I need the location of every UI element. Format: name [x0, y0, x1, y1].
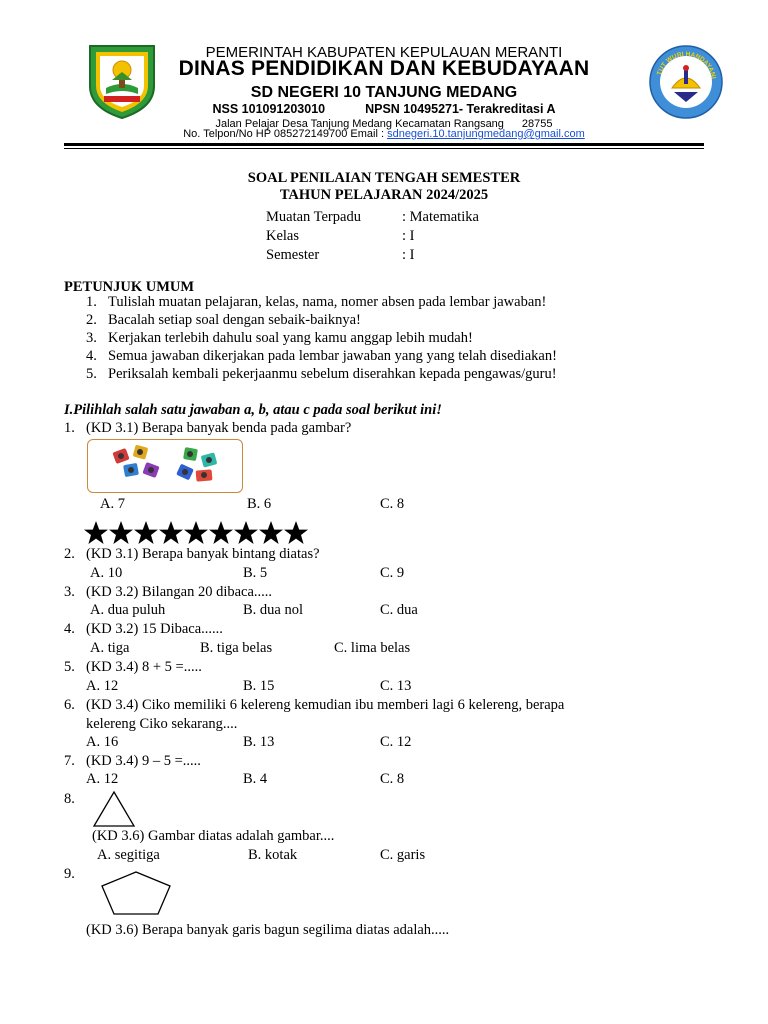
star-icon	[284, 521, 308, 544]
header-divider-thick	[64, 143, 704, 146]
instruction-item: 1. Tulislah muatan pelajaran, kelas, nama, nomer absen pada lembar jawaban!	[86, 294, 547, 310]
question-2: 2. (KD 3.1) Berapa banyak bintang diatas?	[64, 546, 320, 562]
meta-value: : I	[402, 228, 415, 244]
question-7: 7. (KD 3.4) 9 – 5 =.....	[64, 753, 201, 769]
address-text: Jalan Pelajar Desa Tanjung Medang Kecamatan Rangsang	[215, 118, 504, 130]
question-6-continued: kelereng Ciko sekarang....	[86, 716, 238, 732]
sharpener-icons	[88, 440, 242, 492]
q4-option-b: B. tiga belas	[200, 640, 273, 656]
q1-option-a: A. 7	[100, 496, 125, 512]
star-icon	[184, 521, 208, 544]
sharpeners-picture	[87, 439, 243, 493]
question-6: 6. (KD 3.4) Ciko memiliki 6 kelereng kemudian ibu memberi lagi 6 kelereng, berapa	[64, 697, 565, 713]
tut-wuri-text: TUT WURI HANDAYANI	[655, 50, 717, 80]
sharpener-icon	[196, 469, 213, 481]
star-icon	[159, 521, 183, 544]
q8-option-b: B. kotak	[248, 847, 298, 863]
meta-semester	[266, 247, 414, 264]
q6-option-c: C. 12	[380, 734, 412, 750]
q4-option-a: A. tiga	[90, 640, 130, 656]
q8-option-a: A. segitiga	[97, 847, 160, 863]
instruction-item: 4. Semua jawaban dikerjakan pada lembar jawaban yang yang telah disediakan!	[86, 348, 557, 364]
meta-subject	[266, 209, 479, 226]
instructions-heading: PETUNJUK UMUM	[64, 279, 195, 295]
meta-value: : Matematika	[402, 209, 479, 225]
phone-text: No. Telpon/No HP 085272149700 Email :	[183, 128, 388, 140]
npsn: NPSN 10495271- Terakreditasi A	[365, 102, 556, 116]
question-9: (KD 3.6) Berapa banyak garis bagun segilima diatas adalah.....	[86, 922, 450, 938]
instruction-item: 2. Bacalah setiap soal dengan sebaik-baiknya!	[86, 312, 361, 328]
sharpener-icon	[183, 447, 198, 461]
question-5: 5. (KD 3.4) 8 + 5 =.....	[64, 659, 202, 675]
header-line-department: DINAS PENDIDIKAN DAN KEBUDAYAAN	[178, 57, 590, 80]
header-line-government: PEMERINTAH KABUPATEN KEPULAUAN MERANTI	[205, 44, 563, 61]
email-link[interactable]: sdnegeri.10.tanjungmedang@gmail.com	[387, 128, 585, 140]
q5-option-b: B. 15	[243, 678, 275, 694]
meta-key: Muatan Terpadu	[266, 209, 361, 225]
sharpener-icon	[112, 448, 129, 464]
q5-option-a: A. 12	[86, 678, 119, 694]
q1-option-b: B. 6	[247, 496, 272, 512]
q4-option-c: C. lima belas	[334, 640, 411, 656]
q5-option-c: C. 13	[380, 678, 412, 694]
section-heading: I.Pilihlah salah satu jawaban a, b, atau c pada soal berikut ini!	[64, 402, 442, 418]
exam-title: SOAL PENILAIAN TENGAH SEMESTER	[247, 170, 521, 186]
q6-option-a: A. 16	[86, 734, 119, 750]
star-icon	[209, 521, 233, 544]
header-school-name: SD NEGERI 10 TANJUNG MEDANG	[250, 84, 518, 101]
header-divider-thin	[64, 148, 704, 149]
meta-key: Kelas	[266, 228, 300, 244]
header-contact	[0, 126, 768, 143]
postal-code: 28755	[521, 118, 553, 130]
exam-year: TAHUN PELAJARAN 2024/2025	[279, 187, 489, 203]
question-3: 3. (KD 3.2) Bilangan 20 dibaca.....	[64, 584, 273, 600]
sharpener-icon	[142, 462, 159, 478]
q2-option-c: C. 9	[380, 565, 405, 581]
question-9-number: 9.	[64, 866, 75, 882]
instruction-item: 5. Periksalah kembali pekerjaanmu sebelum diserahkan kepada pengawas/guru!	[86, 366, 557, 382]
q8-option-c: C. garis	[380, 847, 426, 863]
question-4: 4. (KD 3.2) 15 Dibaca......	[64, 621, 223, 637]
star-icon	[134, 521, 158, 544]
question-8: (KD 3.6) Gambar diatas adalah gambar....	[92, 828, 335, 844]
q7-option-c: C. 8	[380, 771, 405, 787]
star-icon	[84, 521, 108, 544]
q7-option-b: B. 4	[243, 771, 268, 787]
question-8-number: 8.	[64, 791, 75, 807]
q3-option-a: A. dua puluh	[90, 602, 166, 618]
q2-option-b: B. 5	[243, 565, 268, 581]
instruction-item: 3. Kerjakan terlebih dahulu soal yang kamu anggap lebih mudah!	[86, 330, 473, 346]
sharpener-icon	[176, 464, 194, 481]
sharpener-icon	[201, 452, 218, 467]
q1-option-c: C. 8	[380, 496, 405, 512]
star-icon	[234, 521, 258, 544]
meta-value: : I	[402, 247, 415, 263]
question-1: 1. (KD 3.1) Berapa banyak benda pada gambar?	[64, 420, 352, 436]
q7-option-a: A. 12	[86, 771, 119, 787]
nss: NSS 101091203010	[212, 102, 326, 116]
meta-class	[266, 228, 414, 245]
meta-key: Semester	[266, 247, 320, 263]
star-icon	[109, 521, 133, 544]
sharpener-icon	[123, 463, 139, 477]
q2-option-a: A. 10	[90, 565, 123, 581]
pentagon-shape	[100, 870, 172, 916]
stars-picture	[82, 517, 312, 547]
triangle-shape	[92, 790, 136, 828]
sharpener-icon	[133, 445, 149, 460]
q6-option-b: B. 13	[243, 734, 275, 750]
q3-option-c: C. dua	[380, 602, 418, 618]
star-icon	[259, 521, 283, 544]
q3-option-b: B. dua nol	[243, 602, 304, 618]
